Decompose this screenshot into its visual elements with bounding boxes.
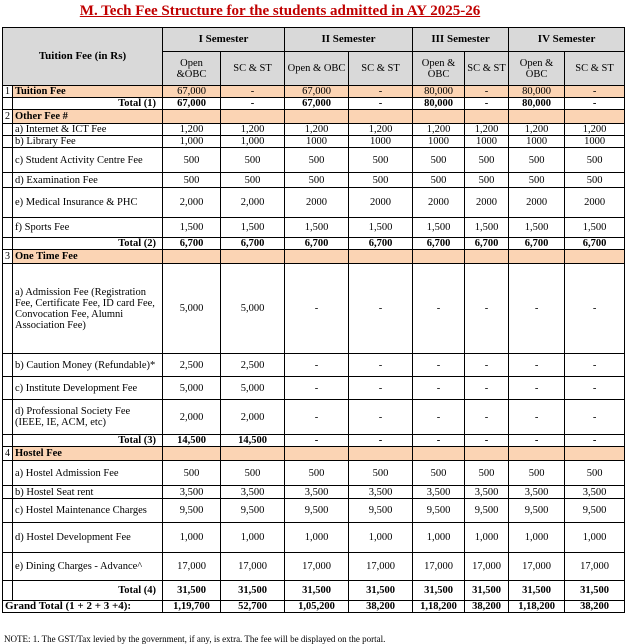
fee-value: 1,500 <box>465 218 509 238</box>
row-label: d) Professional Society Fee (IEEE, IE, ACM, etc) <box>13 400 163 435</box>
fee-value: 3,500 <box>509 486 565 499</box>
table-row <box>3 447 625 461</box>
table-row <box>3 499 625 523</box>
fee-value: 500 <box>349 461 413 486</box>
fee-value: - <box>565 98 625 110</box>
fee-value: 1,200 <box>349 124 413 136</box>
table-row <box>3 435 625 447</box>
fee-value <box>221 110 285 124</box>
subcol-header: Open & OBC <box>413 52 465 86</box>
fee-value: - <box>349 86 413 98</box>
fee-value: - <box>565 435 625 447</box>
fee-value: 1,18,200 <box>509 601 565 613</box>
table-row <box>3 377 625 400</box>
table-row <box>3 354 625 377</box>
fee-value: 500 <box>349 148 413 173</box>
fee-value: 9,500 <box>509 499 565 523</box>
row-label: d) Examination Fee <box>13 173 163 188</box>
section-label: Hostel Fee <box>13 447 163 461</box>
fee-value: 6,700 <box>349 238 413 250</box>
fee-value: 500 <box>413 461 465 486</box>
fee-value: 67,000 <box>285 86 349 98</box>
row-number <box>3 553 13 581</box>
fee-value: 500 <box>413 173 465 188</box>
subcol-header: Open & OBC <box>509 52 565 86</box>
fee-value: 38,200 <box>349 601 413 613</box>
fee-value: 2000 <box>349 188 413 218</box>
fee-value: - <box>221 98 285 110</box>
table-row <box>3 110 625 124</box>
fee-value: 67,000 <box>163 86 221 98</box>
fee-value: - <box>413 435 465 447</box>
fee-value: 500 <box>163 173 221 188</box>
fee-value: - <box>349 377 413 400</box>
row-number <box>3 173 13 188</box>
table-row <box>3 250 625 264</box>
fee-value: 500 <box>565 461 625 486</box>
subcol-header: SC & ST <box>565 52 625 86</box>
row-number: 3 <box>3 250 13 264</box>
fee-value: - <box>349 264 413 354</box>
row-number <box>3 377 13 400</box>
fee-value: 80,000 <box>509 86 565 98</box>
fee-value: 1,200 <box>285 124 349 136</box>
fee-value: 1000 <box>465 136 509 148</box>
row-label: c) Institute Development Fee <box>13 377 163 400</box>
fee-value: 67,000 <box>163 98 221 110</box>
fee-value: 67,000 <box>285 98 349 110</box>
fee-value: 1,200 <box>509 124 565 136</box>
semester-1-header: I Semester <box>163 28 285 52</box>
fee-value: 2,500 <box>221 354 285 377</box>
fee-value: 1,000 <box>413 523 465 553</box>
fee-value <box>221 250 285 264</box>
fee-value <box>565 110 625 124</box>
fee-value: - <box>285 264 349 354</box>
row-label: Total (4) <box>13 581 163 601</box>
fee-value: 14,500 <box>221 435 285 447</box>
fee-value: 1,200 <box>465 124 509 136</box>
fee-value: 9,500 <box>465 499 509 523</box>
table-row <box>3 523 625 553</box>
fee-value: - <box>413 377 465 400</box>
fee-value <box>349 447 413 461</box>
fee-value: 1,000 <box>509 523 565 553</box>
table-row <box>3 173 625 188</box>
subcol-header: SC & ST <box>465 52 509 86</box>
fee-value: - <box>465 98 509 110</box>
fee-value <box>285 250 349 264</box>
fee-value: 1,19,700 <box>163 601 221 613</box>
fee-value: 1,200 <box>163 124 221 136</box>
table-row <box>3 581 625 601</box>
fee-value: - <box>565 354 625 377</box>
row-label: a) Hostel Admission Fee <box>13 461 163 486</box>
fee-value: - <box>285 435 349 447</box>
fee-value: 3,500 <box>221 486 285 499</box>
fee-value: 500 <box>221 461 285 486</box>
row-label: Total (3) <box>13 435 163 447</box>
fee-value <box>509 250 565 264</box>
fee-value: 500 <box>285 461 349 486</box>
fee-value: 1,500 <box>221 218 285 238</box>
fee-value: 31,500 <box>349 581 413 601</box>
fee-value <box>349 250 413 264</box>
fee-value: 1,200 <box>221 124 285 136</box>
fee-value: 80,000 <box>413 86 465 98</box>
fee-value: - <box>465 435 509 447</box>
fee-value: 9,500 <box>349 499 413 523</box>
fee-value: 1,000 <box>163 523 221 553</box>
fee-value: 2000 <box>509 188 565 218</box>
row-number <box>3 354 13 377</box>
row-number <box>3 124 13 136</box>
fee-value: - <box>465 400 509 435</box>
fee-value <box>285 447 349 461</box>
table-row <box>3 148 625 173</box>
fee-value: 1000 <box>413 136 465 148</box>
fee-value: 3,500 <box>349 486 413 499</box>
row-number <box>3 264 13 354</box>
fee-value: 6,700 <box>163 238 221 250</box>
fee-value: 9,500 <box>163 499 221 523</box>
fee-value: - <box>509 435 565 447</box>
fee-value: 3,500 <box>465 486 509 499</box>
fee-value: 500 <box>509 148 565 173</box>
fee-value: 500 <box>221 148 285 173</box>
row-label: c) Hostel Maintenance Charges <box>13 499 163 523</box>
fee-value: 17,000 <box>221 553 285 581</box>
fee-value: - <box>509 264 565 354</box>
table-row <box>3 124 625 136</box>
fee-value: 3,500 <box>285 486 349 499</box>
fee-value: 17,000 <box>565 553 625 581</box>
table-row <box>3 86 625 98</box>
header-row-label: Tuition Fee (in Rs) <box>3 28 163 86</box>
fee-value <box>413 250 465 264</box>
fee-value: 31,500 <box>163 581 221 601</box>
fee-value: 1,200 <box>413 124 465 136</box>
row-number: 2 <box>3 110 13 124</box>
row-label: b) Caution Money (Refundable)* <box>13 354 163 377</box>
table-row <box>3 461 625 486</box>
fee-value: 17,000 <box>413 553 465 581</box>
row-number <box>3 461 13 486</box>
fee-value: 1,000 <box>565 523 625 553</box>
fee-value: 17,000 <box>509 553 565 581</box>
fee-value: 31,500 <box>285 581 349 601</box>
fee-value: 1,05,200 <box>285 601 349 613</box>
row-number <box>3 188 13 218</box>
fee-value: 9,500 <box>285 499 349 523</box>
fee-value: 5,000 <box>163 377 221 400</box>
subcol-header: SC & ST <box>349 52 413 86</box>
fee-value: 1,000 <box>349 523 413 553</box>
fee-value: 1,500 <box>349 218 413 238</box>
fee-value: 2,000 <box>163 188 221 218</box>
table-row <box>3 188 625 218</box>
table-row <box>3 98 625 110</box>
fee-value: - <box>349 435 413 447</box>
fee-value: 9,500 <box>221 499 285 523</box>
fee-value: 1,18,200 <box>413 601 465 613</box>
fee-value: - <box>285 354 349 377</box>
fee-value: 500 <box>565 148 625 173</box>
fee-value: 17,000 <box>285 553 349 581</box>
fee-value: 1,500 <box>565 218 625 238</box>
fee-value: 500 <box>285 148 349 173</box>
row-number: 4 <box>3 447 13 461</box>
fee-value: 38,200 <box>465 601 509 613</box>
fee-value: - <box>349 354 413 377</box>
fee-value: 1000 <box>349 136 413 148</box>
row-label: a) Internet & ICT Fee <box>13 124 163 136</box>
row-number <box>3 98 13 110</box>
fee-value: - <box>509 400 565 435</box>
fee-value: 1,000 <box>221 523 285 553</box>
fee-value <box>465 110 509 124</box>
row-label: Total (1) <box>13 98 163 110</box>
fee-value: - <box>221 86 285 98</box>
row-number <box>3 148 13 173</box>
fee-value: 6,700 <box>509 238 565 250</box>
fee-value <box>285 110 349 124</box>
fee-value: 6,700 <box>565 238 625 250</box>
fee-value: 31,500 <box>465 581 509 601</box>
row-label: c) Student Activity Centre Fee <box>13 148 163 173</box>
fee-value: 500 <box>509 461 565 486</box>
semester-4-header: IV Semester <box>509 28 625 52</box>
fee-value: 2000 <box>465 188 509 218</box>
fee-value: - <box>349 400 413 435</box>
fee-value: 17,000 <box>163 553 221 581</box>
fee-value: 17,000 <box>465 553 509 581</box>
row-number <box>3 499 13 523</box>
fee-value: 1,000 <box>221 136 285 148</box>
fee-value <box>565 447 625 461</box>
fee-value: 1,500 <box>509 218 565 238</box>
fee-value <box>163 250 221 264</box>
fee-value: 500 <box>285 173 349 188</box>
fee-value: 31,500 <box>565 581 625 601</box>
fee-value <box>413 110 465 124</box>
fee-value: 500 <box>465 461 509 486</box>
fee-value: 2000 <box>413 188 465 218</box>
fee-value: - <box>565 377 625 400</box>
fee-value: 1000 <box>285 136 349 148</box>
fee-value: 500 <box>413 148 465 173</box>
row-label: b) Hostel Seat rent <box>13 486 163 499</box>
fee-value: 80,000 <box>509 98 565 110</box>
row-label: e) Medical Insurance & PHC <box>13 188 163 218</box>
fee-value: - <box>413 264 465 354</box>
subcol-header: Open & OBC <box>285 52 349 86</box>
grand-total-row <box>3 601 625 613</box>
fee-value: 3,500 <box>163 486 221 499</box>
fee-value: - <box>565 400 625 435</box>
fee-value: 500 <box>221 173 285 188</box>
fee-value: 14,500 <box>163 435 221 447</box>
fee-value: 17,000 <box>349 553 413 581</box>
fee-value: - <box>285 400 349 435</box>
fee-value: 9,500 <box>413 499 465 523</box>
fee-value: 2000 <box>285 188 349 218</box>
section-label: Other Fee # <box>13 110 163 124</box>
row-label: f) Sports Fee <box>13 218 163 238</box>
fee-value: 1,200 <box>565 124 625 136</box>
fee-value: 1000 <box>509 136 565 148</box>
section-label: One Time Fee <box>13 250 163 264</box>
row-label: b) Library Fee <box>13 136 163 148</box>
table-row <box>3 553 625 581</box>
fee-value: 1,000 <box>465 523 509 553</box>
row-number <box>3 218 13 238</box>
fee-value <box>465 447 509 461</box>
footnote: NOTE: 1. The GST/Tax levied by the government, if any, is extra. The fee will be displayed on the portal. <box>4 634 386 644</box>
row-label: d) Hostel Development Fee <box>13 523 163 553</box>
fee-value: - <box>349 98 413 110</box>
fee-value: 500 <box>163 461 221 486</box>
fee-value: - <box>565 86 625 98</box>
fee-value: 500 <box>163 148 221 173</box>
fee-value: - <box>465 86 509 98</box>
fee-value: - <box>509 377 565 400</box>
semester-2-header: II Semester <box>285 28 413 52</box>
fee-value: 6,700 <box>221 238 285 250</box>
fee-value: 500 <box>349 173 413 188</box>
fee-value: 1,500 <box>285 218 349 238</box>
table-row <box>3 264 625 354</box>
fee-value: 500 <box>465 173 509 188</box>
fee-value: 5,000 <box>221 264 285 354</box>
fee-value: 1000 <box>565 136 625 148</box>
fee-value <box>163 447 221 461</box>
fee-value: 31,500 <box>509 581 565 601</box>
subcol-header: SC & ST <box>221 52 285 86</box>
fee-value <box>465 250 509 264</box>
grand-total-label: Grand Total (1 + 2 + 3 +4): <box>3 601 163 613</box>
fee-value <box>163 110 221 124</box>
fee-value: 80,000 <box>413 98 465 110</box>
fee-value: 3,500 <box>565 486 625 499</box>
fee-value: 31,500 <box>413 581 465 601</box>
fee-value: 1,500 <box>163 218 221 238</box>
fee-value: 5,000 <box>221 377 285 400</box>
fee-value: 38,200 <box>565 601 625 613</box>
table-row <box>3 238 625 250</box>
row-number <box>3 400 13 435</box>
fee-value: 1,000 <box>285 523 349 553</box>
fee-value: - <box>465 377 509 400</box>
table-row <box>3 400 625 435</box>
fee-value: 5,000 <box>163 264 221 354</box>
row-number: 1 <box>3 86 13 98</box>
fee-value: 52,700 <box>221 601 285 613</box>
fee-value: - <box>413 400 465 435</box>
fee-value: 500 <box>565 173 625 188</box>
row-number <box>3 136 13 148</box>
fee-value: - <box>413 354 465 377</box>
fee-value <box>349 110 413 124</box>
fee-value: 1,000 <box>163 136 221 148</box>
fee-value: 1,500 <box>413 218 465 238</box>
fee-value: 2,000 <box>221 400 285 435</box>
fee-value: 3,500 <box>413 486 465 499</box>
row-label: a) Admission Fee (Registration Fee, Certificate Fee, ID card Fee, Convocation Fee, Alumni Association Fee) <box>13 264 163 354</box>
row-label: e) Dining Charges - Advance^ <box>13 553 163 581</box>
table-row <box>3 136 625 148</box>
fee-value <box>509 110 565 124</box>
page-title: M. Tech Fee Structure for the students admitted in AY 2025-26 <box>79 3 481 19</box>
row-number <box>3 435 13 447</box>
fee-value: 6,700 <box>413 238 465 250</box>
fee-value: 2,000 <box>221 188 285 218</box>
fee-value: 2,000 <box>163 400 221 435</box>
fee-value <box>413 447 465 461</box>
fee-value: 2,500 <box>163 354 221 377</box>
semester-3-header: III Semester <box>413 28 509 52</box>
table-row <box>3 218 625 238</box>
fee-value: 31,500 <box>221 581 285 601</box>
row-number <box>3 238 13 250</box>
fee-value <box>565 250 625 264</box>
fee-value: - <box>565 264 625 354</box>
fee-value: 6,700 <box>285 238 349 250</box>
fee-value: 500 <box>465 148 509 173</box>
fee-table <box>2 27 625 613</box>
fee-value: - <box>509 354 565 377</box>
fee-value: 6,700 <box>465 238 509 250</box>
row-number <box>3 523 13 553</box>
fee-value: 500 <box>509 173 565 188</box>
section-label: Tuition Fee <box>13 86 163 98</box>
fee-value: - <box>465 354 509 377</box>
fee-value: - <box>285 377 349 400</box>
table-row <box>3 486 625 499</box>
row-number <box>3 581 13 601</box>
fee-value <box>509 447 565 461</box>
fee-value: - <box>465 264 509 354</box>
row-number <box>3 486 13 499</box>
fee-value <box>221 447 285 461</box>
subcol-header: Open &OBC <box>163 52 221 86</box>
fee-value: 9,500 <box>565 499 625 523</box>
row-label: Total (2) <box>13 238 163 250</box>
fee-value: 2000 <box>565 188 625 218</box>
